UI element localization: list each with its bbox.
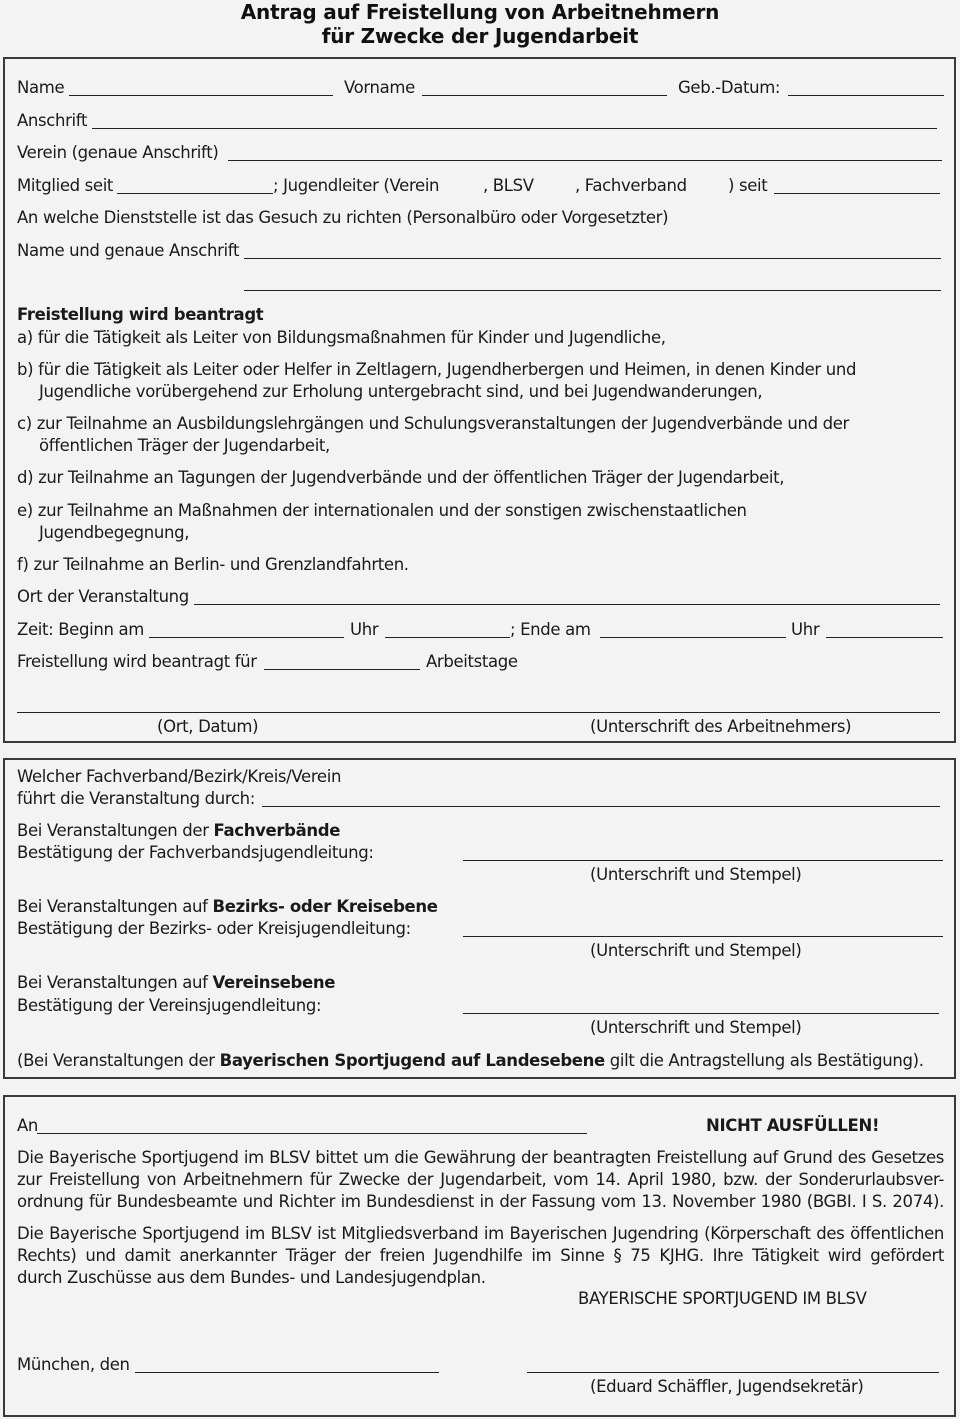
- signatory-caption: (Eduard Schäffler, Jugendsekretär): [590, 1377, 864, 1396]
- muenchen-label: München, den: [17, 1355, 130, 1374]
- vorname-label: Vorname: [344, 78, 415, 97]
- fach-confirm-label: Bestätigung der Fachverbandsjugendleitung:: [17, 843, 374, 862]
- item-d: d) zur Teilnahme an Tagungen der Jugendverbände und der öffentlichen Träger der Jugendarbeit,: [17, 468, 785, 487]
- anschrift-label: Anschrift: [17, 111, 88, 130]
- mitglied-seit-field[interactable]: [117, 193, 273, 194]
- item-b-line-1: b) für die Tätigkeit als Leiter oder Helfer in Zeltlagern, Jugendherbergen und Heimen, in denen Kinder und: [17, 360, 857, 379]
- welcher-label-line-2: führt die Veranstaltung durch:: [17, 789, 255, 808]
- freistellung-heading: Freistellung wird beantragt: [17, 305, 264, 324]
- uhr-label-2: Uhr: [791, 620, 820, 639]
- bezirk-stamp-caption: (Unterschrift und Stempel): [590, 941, 802, 960]
- item-f: f) zur Teilnahme an Berlin- und Grenzlandfahrten.: [17, 555, 409, 574]
- veranstalter-field[interactable]: [262, 806, 940, 807]
- uhr-label-1: Uhr: [350, 620, 379, 639]
- muenchen-datum-field[interactable]: [135, 1372, 439, 1373]
- verein-heading: [17, 973, 335, 993]
- fachverbaende-heading: [17, 821, 340, 841]
- vorname-field[interactable]: [422, 95, 667, 96]
- ende-label: ; Ende am: [510, 620, 591, 639]
- geb-datum-label: Geb.-Datum:: [678, 78, 781, 97]
- item-e-line-1: e) zur Teilnahme an Maßnahmen der internationalen und der sonstigen zwischenstaatlichen: [17, 501, 747, 520]
- an-label: An: [17, 1116, 39, 1135]
- anschrift-field[interactable]: [92, 128, 937, 129]
- verein-confirm-label: Bestätigung der Vereinsjugendleitung:: [17, 996, 322, 1015]
- arbeitstage-label: Arbeitstage: [426, 652, 518, 671]
- ende-datum-field[interactable]: [600, 637, 786, 638]
- ort-datum-caption: (Ort, Datum): [157, 717, 259, 736]
- verein-prefix: Bei Veranstaltungen auf: [17, 973, 213, 992]
- verein-label: Verein (genaue Anschrift): [17, 143, 219, 162]
- item-c-line-2: öffentlichen Träger der Jugendarbeit,: [39, 436, 330, 455]
- fach-bold: Fachverbände: [213, 821, 341, 840]
- landesebene-note: [17, 1051, 924, 1071]
- an-field[interactable]: [37, 1133, 587, 1134]
- membership-paragraph: [17, 1223, 944, 1289]
- item-c-line-1: c) zur Teilnahme an Ausbildungslehrgängen und Schulungsveranstaltungen der Jugendverbände und der: [17, 414, 849, 433]
- para1-line-2: zur Freistellung von Arbeitnehmern für Zwecke der Jugendarbeit, vom 14. April 1980, bzw. der Sonderurlaubsver-: [17, 1170, 944, 1189]
- para1-line-1: Die Bayerische Sportjugend im BLSV bittet um die Gewährung der beantragten Freistellung auf Grund des Gesetzes: [17, 1148, 944, 1167]
- item-e-line-2: Jugendbegegnung,: [39, 523, 190, 542]
- mitglied-seit-label: Mitglied seit: [17, 176, 114, 195]
- jugendleiter-label: ; Jugendleiter (Verein: [273, 176, 440, 195]
- request-paragraph: [17, 1147, 944, 1213]
- form-title-line-2: für Zwecke der Jugendarbeit: [321, 24, 639, 48]
- fachverband-label: , Fachverband: [575, 176, 687, 195]
- beginn-datum-field[interactable]: [149, 637, 344, 638]
- bezirk-signature-field[interactable]: [463, 936, 943, 937]
- unterschrift-arbeitnehmer-caption: (Unterschrift des Arbeitnehmers): [590, 717, 852, 736]
- fach-prefix: Bei Veranstaltungen der: [17, 821, 214, 840]
- ort-label: Ort der Veranstaltung: [17, 587, 189, 606]
- beginn-uhr-field[interactable]: [385, 637, 510, 638]
- ende-uhr-field[interactable]: [826, 637, 943, 638]
- note-suffix: gilt die Antragstellung als Bestätigung).: [604, 1051, 924, 1070]
- para2-line-1: Die Bayerische Sportjugend im BLSV ist Mitgliedsverband im Bayerischen Jugendring (Körperschaft des öffentlichen: [17, 1224, 944, 1243]
- verein-signature-field[interactable]: [463, 1013, 939, 1014]
- name-label: Name: [17, 78, 65, 97]
- form-title-line-1: Antrag auf Freistellung von Arbeitnehmern: [240, 0, 720, 24]
- item-a: a) für die Tätigkeit als Leiter von Bildungsmaßnahmen für Kinder und Jugendliche,: [17, 328, 666, 347]
- nicht-ausfuellen-notice: NICHT AUSFÜLLEN!: [706, 1116, 880, 1135]
- name-field[interactable]: [69, 95, 333, 96]
- note-prefix: (Bei Veranstaltungen der: [17, 1051, 220, 1070]
- org-name: BAYERISCHE SPORTJUGEND IM BLSV: [578, 1289, 867, 1308]
- verein-stamp-caption: (Unterschrift und Stempel): [590, 1018, 802, 1037]
- geb-datum-field[interactable]: [788, 95, 944, 96]
- note-bold: Bayerischen Sportjugend auf Landesebene: [219, 1051, 605, 1070]
- bezirk-confirm-label: Bestätigung der Bezirks- oder Kreisjugendleitung:: [17, 919, 411, 938]
- para1-line-3: ordnung für Bundesbeamte und Richter im Bundesdienst in der Fassung vom 13. November 1980 (BGBI. I S. 2074).: [17, 1192, 944, 1211]
- arbeitstage-field[interactable]: [264, 669, 420, 670]
- dienststelle-label: An welche Dienststelle ist das Gesuch zu richten (Personalbüro oder Vorgesetzter): [17, 208, 669, 227]
- freistellung-fuer-label: Freistellung wird beantragt für: [17, 652, 257, 671]
- jugendsekretaer-signature-field[interactable]: [527, 1372, 939, 1373]
- bezirk-heading: [17, 897, 438, 917]
- fach-signature-field[interactable]: [463, 860, 943, 861]
- verein-field[interactable]: [228, 160, 942, 161]
- dienststelle-anschrift-field-1[interactable]: [244, 258, 941, 259]
- seit-label: ) seit: [728, 176, 768, 195]
- dienststelle-anschrift-field-2[interactable]: [244, 290, 941, 291]
- verein-bold: Vereinsebene: [212, 973, 336, 992]
- item-b-line-2: Jugendliche vorübergehend zur Erholung untergebracht sind, und bei Jugendwanderungen,: [39, 382, 763, 401]
- bezirk-bold: Bezirks- oder Kreisebene: [212, 897, 438, 916]
- name-anschrift-label: Name und genaue Anschrift: [17, 241, 240, 260]
- blsv-label: , BLSV: [483, 176, 534, 195]
- bezirk-prefix: Bei Veranstaltungen auf: [17, 897, 213, 916]
- ort-field[interactable]: [194, 604, 940, 605]
- para2-line-3: durch Zuschüsse aus dem Bundes- und Landesjugendplan.: [17, 1268, 486, 1287]
- zeit-beginn-label: Zeit: Beginn am: [17, 620, 144, 639]
- welcher-label-line-1: Welcher Fachverband/Bezirk/Kreis/Verein: [17, 767, 342, 786]
- jugendleiter-seit-field[interactable]: [774, 193, 940, 194]
- fach-stamp-caption: (Unterschrift und Stempel): [590, 865, 802, 884]
- ort-datum-unterschrift-field[interactable]: [17, 712, 940, 713]
- para2-line-2: Rechts) und damit anerkannter Träger der freien Jugendhilfe im Sinne § 75 KJHG. Ihre Tätigkeit wird gefördert: [17, 1246, 944, 1265]
